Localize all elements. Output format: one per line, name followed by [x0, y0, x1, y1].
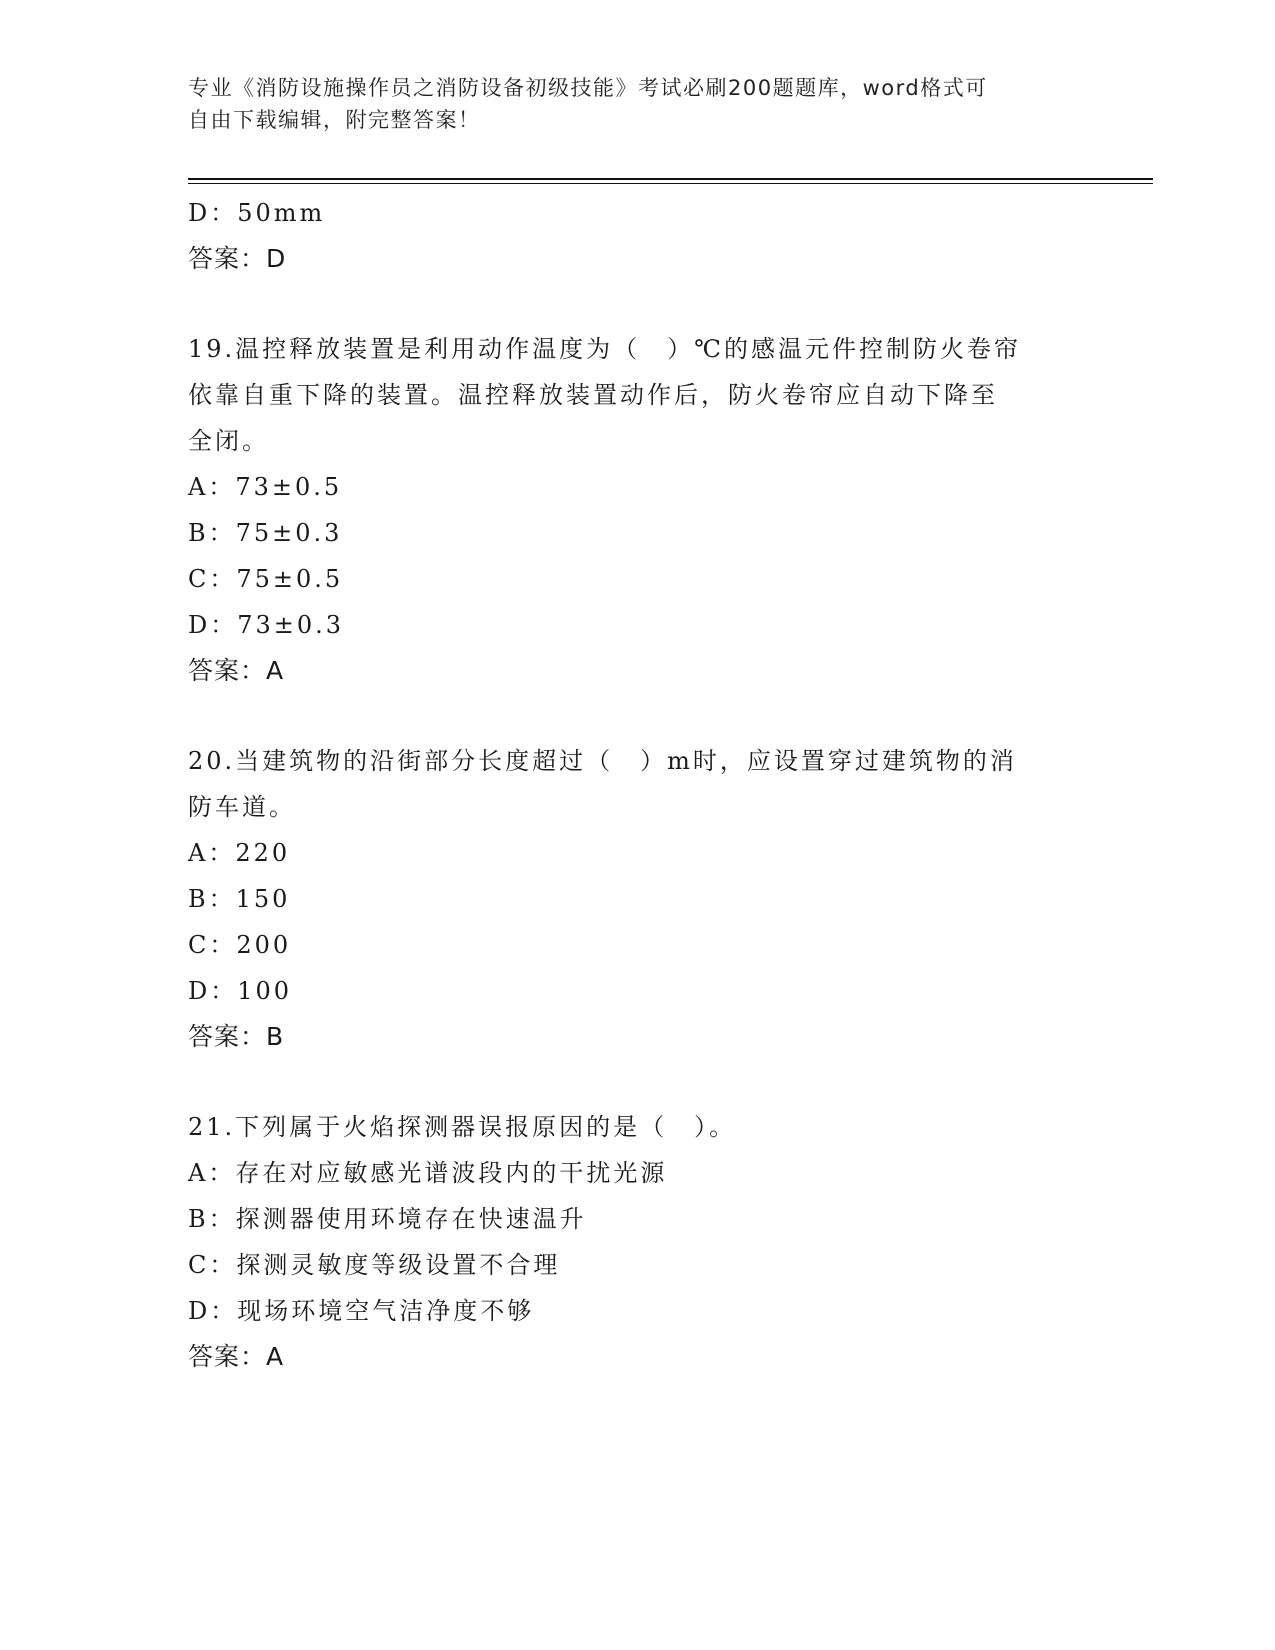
question-20-stem-line-1: 20.当建筑物的沿街部分长度超过（ ）m时，应设置穿过建筑物的消 [188, 747, 1017, 775]
header-line-2: 自由下载编辑，附完整答案！ [188, 108, 481, 132]
question-19-option-b: B：75±0.3 [188, 519, 343, 547]
question-20-answer: 答案：B [188, 1022, 285, 1051]
question-19-answer: 答案：A [188, 656, 285, 685]
question-19-stem-line-2: 依靠自重下降的装置。温控释放装置动作后，防火卷帘应自动下降至 [188, 381, 998, 409]
header-divider-thin [188, 183, 1153, 184]
question-21 [188, 1104, 1088, 1380]
question-20-option-a: A：220 [188, 839, 291, 867]
prev-option-d: D：50mm [188, 199, 326, 227]
question-19 [188, 326, 1088, 694]
question-21-option-a: A：存在对应敏感光谱波段内的干扰光源 [188, 1159, 668, 1187]
document-header [188, 72, 1088, 136]
question-19-stem-line-1: 19.温控释放装置是利用动作温度为（ ）℃的感温元件控制防火卷帘 [188, 335, 1022, 363]
spacer [188, 282, 1088, 326]
question-19-option-d: D：73±0.3 [188, 611, 345, 639]
question-19-option-c: C：75±0.5 [188, 565, 344, 593]
question-21-answer: 答案：A [188, 1342, 285, 1371]
spacer [188, 1060, 1088, 1104]
question-19-option-a: A：73±0.5 [188, 473, 343, 501]
question-19-stem-line-3: 全闭。 [188, 427, 269, 455]
question-20-stem-line-2: 防车道。 [188, 793, 296, 821]
prev-answer: 答案：D [188, 244, 287, 273]
question-21-stem-line-1: 21.下列属于火焰探测器误报原因的是（ ）。 [188, 1113, 737, 1141]
question-20-option-c: C：200 [188, 931, 292, 959]
question-content [188, 190, 1088, 1380]
question-21-option-d: D：现场环境空气洁净度不够 [188, 1297, 535, 1325]
question-20-option-d: D：100 [188, 977, 293, 1005]
header-divider-thick [188, 178, 1153, 180]
question-21-option-b: B：探测器使用环境存在快速温升 [188, 1205, 587, 1233]
spacer [188, 694, 1088, 738]
question-20 [188, 738, 1088, 1060]
question-20-option-b: B：150 [188, 885, 291, 913]
question-21-option-c: C：探测灵敏度等级设置不合理 [188, 1251, 561, 1279]
header-line-1: 专业《消防设施操作员之消防设备初级技能》考试必刷200题题库，word格式可 [188, 76, 988, 100]
